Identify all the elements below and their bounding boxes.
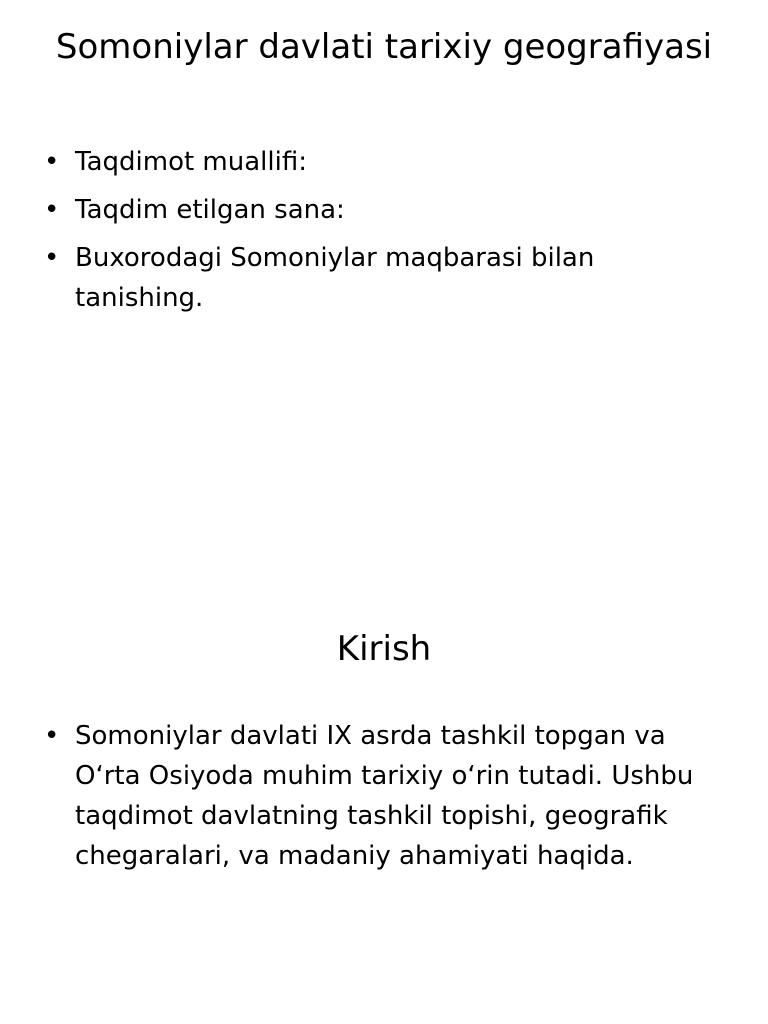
bullet-author: • Taqdimot muallifi:: [40, 142, 700, 182]
bullet-intro: • Somoniylar davlati IX asrda tashkil topgan va O‘rta Osiyoda muhim tarixiy o‘rin tutadi. Ushbu taqdimot davlatning tashkil topishi, geografik chegaralari, va madaniy ahamiyati haqida.: [40, 716, 700, 876]
slide-title: Somoniylar davlati tarixiy geografiyasi: [55, 27, 713, 67]
bullet-mausoleum: • Buxorodagi Somoniylar maqbarasi bilan tanishing.: [40, 238, 700, 318]
slide-2: [0, 576, 768, 1024]
bullet-list: [40, 716, 700, 884]
bullet-date: • Taqdim etilgan sana:: [40, 190, 700, 230]
bullet-list: [40, 142, 700, 326]
slide-title: Kirish: [336, 629, 432, 669]
